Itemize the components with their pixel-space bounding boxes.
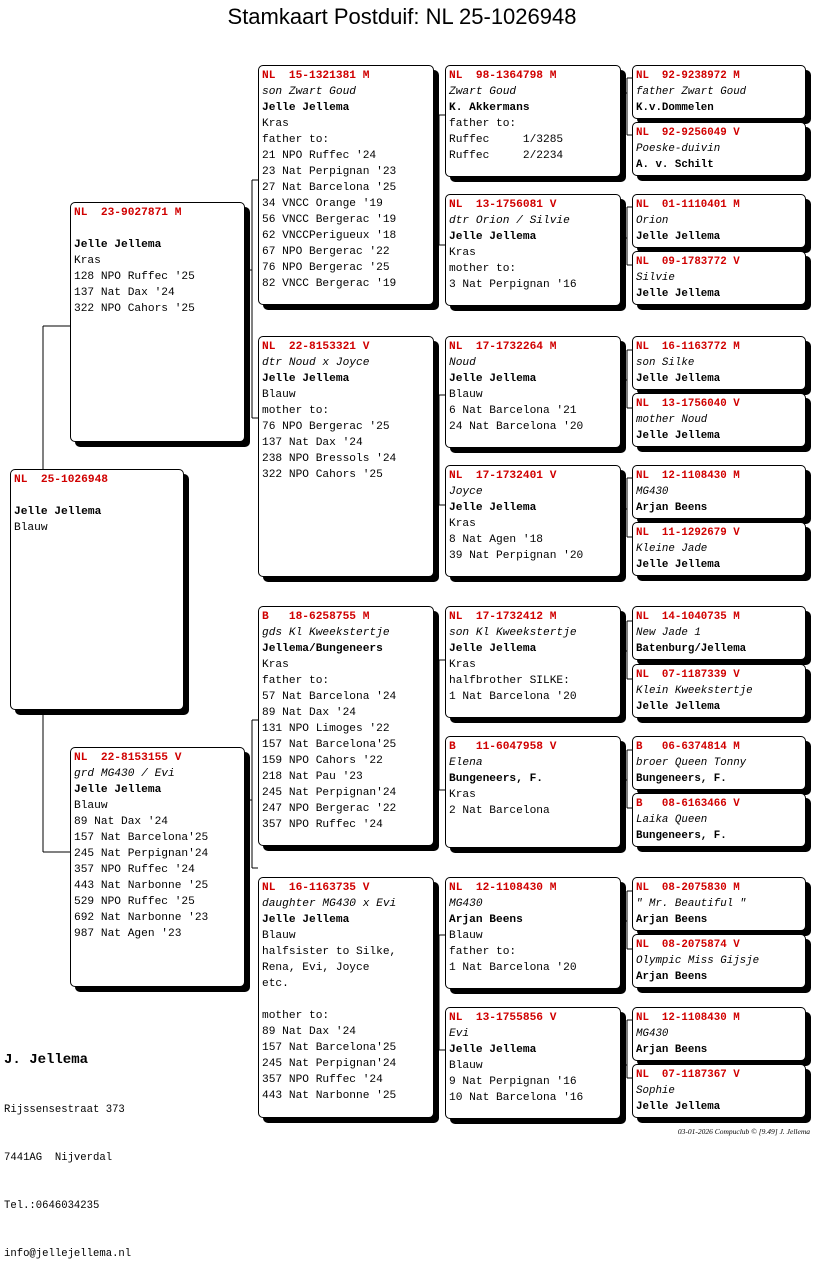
nickname: Joyce bbox=[449, 486, 483, 498]
owner-email[interactable]: info@jellejellema.nl bbox=[4, 1248, 132, 1260]
breeder-name: Arjan Beens bbox=[636, 914, 708, 926]
detail-line: 89 Nat Dax '24 bbox=[262, 1026, 356, 1038]
nickname: MG430 bbox=[636, 486, 669, 498]
ring-number: NL 25-1026948 bbox=[14, 474, 108, 486]
owner-name: J. Jellema bbox=[4, 1052, 89, 1068]
detail-line: 157 Nat Barcelona'25 bbox=[262, 739, 397, 751]
breeder-name: Bungeneers, F. bbox=[636, 830, 727, 842]
detail-line: mother to: bbox=[449, 263, 517, 275]
sire-dam-dam-card[interactable] bbox=[445, 465, 621, 577]
ring-number: NL 16-1163772 M bbox=[636, 341, 740, 353]
ancestor-card-3[interactable] bbox=[632, 194, 806, 248]
ring-number: NL 23-9027871 M bbox=[74, 207, 182, 219]
detail-line: Kras bbox=[449, 247, 476, 259]
sire-sire-sire-card[interactable] bbox=[445, 65, 621, 177]
ring-number: B 11-6047958 V bbox=[449, 741, 557, 753]
detail-line: 443 Nat Narbonne '25 bbox=[74, 880, 209, 892]
detail-line: Blauw bbox=[449, 389, 483, 401]
ring-number: NL 07-1187339 V bbox=[636, 669, 740, 681]
detail-line bbox=[74, 221, 244, 237]
detail-line: 137 Nat Dax '24 bbox=[262, 437, 363, 449]
breeder-name: Jelle Jellema bbox=[636, 559, 721, 571]
breeder-name: Bungeneers, F. bbox=[449, 773, 543, 785]
ancestor-card-13[interactable] bbox=[632, 877, 806, 931]
breeder-name: Jelle Jellema bbox=[74, 239, 162, 251]
breeder-name: A. v. Schilt bbox=[636, 159, 714, 171]
ring-number: NL 22-8153321 V bbox=[262, 341, 370, 353]
nickname: Laika Queen bbox=[636, 814, 708, 826]
breeder-name: Jelle Jellema bbox=[449, 643, 537, 655]
detail-line: 137 Nat Dax '24 bbox=[74, 287, 175, 299]
detail-line: 76 NPO Bergerac '25 bbox=[262, 421, 390, 433]
ring-number: NL 15-1321381 M bbox=[262, 70, 370, 82]
ring-number: NL 13-1755856 V bbox=[449, 1012, 557, 1024]
detail-line: 1 Nat Barcelona '20 bbox=[449, 691, 577, 703]
ring-number: NL 11-1292679 V bbox=[636, 527, 740, 539]
detail-line: Blauw bbox=[262, 389, 296, 401]
detail-line: Rena, Evi, Joyce bbox=[262, 962, 370, 974]
breeder-name: Jelle Jellema bbox=[262, 102, 350, 114]
detail-line: Blauw bbox=[449, 930, 483, 942]
breeder-name: Jelle Jellema bbox=[636, 231, 721, 243]
detail-line: 357 NPO Ruffec '24 bbox=[74, 864, 195, 876]
detail-line: 62 VNCCPerigueux '18 bbox=[262, 230, 397, 242]
ancestor-card-10[interactable] bbox=[632, 664, 806, 718]
nickname: MG430 bbox=[449, 898, 483, 910]
ring-number: NL 92-9238972 M bbox=[636, 70, 740, 82]
detail-line: Blauw bbox=[14, 522, 48, 534]
owner-phone: Tel.:0646034235 bbox=[4, 1200, 100, 1212]
detail-line: mother to: bbox=[262, 405, 330, 417]
sire-dam-sire-card[interactable] bbox=[445, 336, 621, 448]
ring-number: NL 17-1732401 V bbox=[449, 470, 557, 482]
ring-number: NL 01-1110401 M bbox=[636, 199, 740, 211]
detail-line: 89 Nat Dax '24 bbox=[74, 816, 168, 828]
detail-line: halfbrother SILKE: bbox=[449, 675, 570, 687]
nickname: father Zwart Goud bbox=[636, 86, 747, 98]
footer-note: 03-01-2026 Compuclub © [9.49] J. Jellema bbox=[677, 1127, 810, 1136]
ring-number: NL 07-1187367 V bbox=[636, 1069, 740, 1081]
ring-number: NL 09-1783772 V bbox=[636, 256, 740, 268]
ring-number: NL 13-1756040 V bbox=[636, 398, 740, 410]
ring-number: NL 12-1108430 M bbox=[449, 882, 557, 894]
detail-line: Blauw bbox=[262, 930, 296, 942]
sire-sire-dam-card[interactable] bbox=[445, 194, 621, 306]
owner-street: Rijssensestraat 373 bbox=[4, 1104, 125, 1116]
detail-line: Blauw bbox=[449, 1060, 483, 1072]
breeder-name: Jelle Jellema bbox=[636, 701, 721, 713]
nickname: MG430 bbox=[636, 1028, 669, 1040]
detail-line: etc. bbox=[262, 978, 289, 990]
dam-sire-sire-card[interactable] bbox=[445, 606, 621, 718]
subject-pigeon-card[interactable] bbox=[10, 469, 184, 710]
dam-dam-sire-card[interactable] bbox=[445, 877, 621, 989]
detail-line: 57 Nat Barcelona '24 bbox=[262, 691, 397, 703]
nickname: mother Noud bbox=[636, 414, 708, 426]
breeder-name: Jelle Jellema bbox=[262, 914, 350, 926]
detail-line: 76 NPO Bergerac '25 bbox=[262, 262, 390, 274]
ancestor-card-8[interactable] bbox=[632, 522, 806, 576]
detail-line: 357 NPO Ruffec '24 bbox=[262, 1074, 383, 1086]
breeder-name: Jelle Jellema bbox=[14, 506, 102, 518]
detail-line: 1 Nat Barcelona '20 bbox=[449, 962, 577, 974]
breeder-name: Jelle Jellema bbox=[449, 502, 537, 514]
detail-line: 27 Nat Barcelona '25 bbox=[262, 182, 397, 194]
nickname: grd MG430 / Evi bbox=[74, 768, 175, 780]
detail-line: 987 Nat Agen '23 bbox=[74, 928, 182, 940]
nickname: dtr Orion / Silvie bbox=[449, 215, 570, 227]
breeder-name: Arjan Beens bbox=[636, 971, 708, 983]
breeder-name: Arjan Beens bbox=[636, 502, 708, 514]
detail-line: 3 Nat Perpignan '16 bbox=[449, 279, 577, 291]
nickname: son Silke bbox=[636, 357, 695, 369]
nickname: daughter MG430 x Evi bbox=[262, 898, 397, 910]
detail-line: 24 Nat Barcelona '20 bbox=[449, 421, 584, 433]
detail-line: 131 NPO Limoges '22 bbox=[262, 723, 390, 735]
nickname: Olympic Miss Gijsje bbox=[636, 955, 760, 967]
nickname: Poeske-duivin bbox=[636, 143, 721, 155]
detail-line: 2 Nat Barcelona bbox=[449, 805, 550, 817]
detail-line: 34 VNCC Orange '19 bbox=[262, 198, 383, 210]
ancestor-card-7[interactable] bbox=[632, 465, 806, 519]
breeder-name: Jelle Jellema bbox=[636, 1101, 721, 1113]
detail-line: father to: bbox=[262, 675, 330, 687]
sire-card[interactable] bbox=[70, 202, 245, 442]
ring-number: NL 13-1756081 V bbox=[449, 199, 557, 211]
ring-number: NL 17-1732264 M bbox=[449, 341, 557, 353]
ring-number: NL 16-1163735 V bbox=[262, 882, 370, 894]
breeder-name: Arjan Beens bbox=[636, 1044, 708, 1056]
nickname: gds Kl Kweekstertje bbox=[262, 627, 390, 639]
breeder-name: Jelle Jellema bbox=[636, 288, 721, 300]
detail-line: 529 NPO Ruffec '25 bbox=[74, 896, 195, 908]
ring-number: NL 98-1364798 M bbox=[449, 70, 557, 82]
detail-line bbox=[14, 488, 183, 504]
detail-line: 82 VNCC Bergerac '19 bbox=[262, 278, 397, 290]
detail-line: 322 NPO Cahors '25 bbox=[74, 303, 195, 315]
detail-line: 357 NPO Ruffec '24 bbox=[262, 819, 383, 831]
dam-sire-card[interactable] bbox=[258, 606, 434, 846]
ancestor-card-6[interactable] bbox=[632, 393, 806, 447]
breeder-name: Jelle Jellema bbox=[449, 231, 537, 243]
breeder-name: Batenburg/Jellema bbox=[636, 643, 747, 655]
detail-line: Kras bbox=[449, 659, 476, 671]
dam-sire-dam-card[interactable] bbox=[445, 736, 621, 848]
nickname: Elena bbox=[449, 757, 483, 769]
detail-line: 247 NPO Bergerac '22 bbox=[262, 803, 397, 815]
detail-line: 9 Nat Perpignan '16 bbox=[449, 1076, 577, 1088]
ancestor-card-15[interactable] bbox=[632, 1007, 806, 1061]
detail-line: 21 NPO Ruffec '24 bbox=[262, 150, 377, 162]
detail-line: Kras bbox=[449, 789, 476, 801]
dam-card[interactable] bbox=[70, 747, 245, 987]
nickname: Kleine Jade bbox=[636, 543, 708, 555]
detail-line: 443 Nat Narbonne '25 bbox=[262, 1090, 397, 1102]
detail-line: 245 Nat Perpignan'24 bbox=[74, 848, 209, 860]
ring-number: B 06-6374814 M bbox=[636, 741, 740, 753]
breeder-name: K. Akkermans bbox=[449, 102, 530, 114]
nickname: broer Queen Tonny bbox=[636, 757, 747, 769]
breeder-name: Jelle Jellema bbox=[74, 784, 162, 796]
ring-number: NL 14-1040735 M bbox=[636, 611, 740, 623]
detail-line: Ruffec 1/3285 bbox=[449, 134, 564, 146]
detail-line: 128 NPO Ruffec '25 bbox=[74, 271, 195, 283]
nickname: Noud bbox=[449, 357, 476, 369]
detail-line: 322 NPO Cahors '25 bbox=[262, 469, 383, 481]
detail-line: 692 Nat Narbonne '23 bbox=[74, 912, 209, 924]
ring-number: NL 92-9256049 V bbox=[636, 127, 740, 139]
ancestor-card-2[interactable] bbox=[632, 122, 806, 176]
sire-dam-card[interactable] bbox=[258, 336, 434, 577]
detail-line: 238 NPO Bressols '24 bbox=[262, 453, 397, 465]
detail-line: father to: bbox=[449, 946, 517, 958]
detail-line: Blauw bbox=[74, 800, 108, 812]
detail-line: 56 VNCC Bergerac '19 bbox=[262, 214, 397, 226]
ring-number: B 18-6258755 M bbox=[262, 611, 370, 623]
page-title: Stamkaart Postduif: NL 25-1026948 bbox=[227, 4, 577, 29]
dam-dam-dam-card[interactable] bbox=[445, 1007, 621, 1119]
detail-line: 218 Nat Pau '23 bbox=[262, 771, 363, 783]
detail-line: 8 Nat Agen '18 bbox=[449, 534, 543, 546]
detail-line: 67 NPO Bergerac '22 bbox=[262, 246, 390, 258]
ancestor-card-5[interactable] bbox=[632, 336, 806, 390]
detail-line: 23 Nat Perpignan '23 bbox=[262, 166, 397, 178]
nickname: Orion bbox=[636, 215, 669, 227]
breeder-name: Bungeneers, F. bbox=[636, 773, 727, 785]
ancestor-card-16[interactable] bbox=[632, 1064, 806, 1118]
breeder-name: Jelle Jellema bbox=[636, 430, 721, 442]
nickname: Silvie bbox=[636, 272, 675, 284]
detail-line: Kras bbox=[262, 118, 289, 130]
breeder-name: Jelle Jellema bbox=[449, 373, 537, 385]
dam-dam-card[interactable] bbox=[258, 877, 434, 1118]
breeder-name: Jelle Jellema bbox=[262, 373, 350, 385]
owner-contact-block bbox=[4, 1018, 244, 1278]
detail-line: father to: bbox=[449, 118, 517, 130]
nickname: Evi bbox=[449, 1028, 470, 1040]
ring-number: NL 17-1732412 M bbox=[449, 611, 557, 623]
nickname: " Mr. Beautiful " bbox=[636, 898, 747, 910]
ancestor-card-1[interactable] bbox=[632, 65, 806, 119]
ancestor-card-4[interactable] bbox=[632, 251, 806, 305]
ancestor-card-9[interactable] bbox=[632, 606, 806, 660]
nickname: son Zwart Goud bbox=[262, 86, 356, 98]
ring-number: NL 12-1108430 M bbox=[636, 470, 740, 482]
detail-line: 6 Nat Barcelona '21 bbox=[449, 405, 577, 417]
nickname: Sophie bbox=[636, 1085, 675, 1097]
ancestor-card-14[interactable] bbox=[632, 934, 806, 988]
detail-line: father to: bbox=[262, 134, 330, 146]
breeder-name: K.v.Dommelen bbox=[636, 102, 714, 114]
nickname: son Kl Kweekstertje bbox=[449, 627, 577, 639]
ring-number: B 08-6163466 V bbox=[636, 798, 740, 810]
detail-line: mother to: bbox=[262, 1010, 330, 1022]
detail-line: 159 NPO Cahors '22 bbox=[262, 755, 383, 767]
detail-line: 10 Nat Barcelona '16 bbox=[449, 1092, 584, 1104]
ring-number: NL 08-2075874 V bbox=[636, 939, 740, 951]
breeder-name: Jelle Jellema bbox=[449, 1044, 537, 1056]
detail-line: 245 Nat Perpignan'24 bbox=[262, 787, 397, 799]
breeder-name: Jelle Jellema bbox=[636, 373, 721, 385]
ring-number: NL 08-2075830 M bbox=[636, 882, 740, 894]
detail-line: 157 Nat Barcelona'25 bbox=[74, 832, 209, 844]
breeder-name: Arjan Beens bbox=[449, 914, 523, 926]
detail-line: Kras bbox=[74, 255, 101, 267]
detail-line: 39 Nat Perpignan '20 bbox=[449, 550, 584, 562]
sire-sire-card[interactable] bbox=[258, 65, 434, 305]
ancestor-card-11[interactable] bbox=[632, 736, 806, 790]
detail-line: 245 Nat Perpignan'24 bbox=[262, 1058, 397, 1070]
nickname: Zwart Goud bbox=[449, 86, 517, 98]
nickname: New Jade 1 bbox=[636, 627, 701, 639]
ring-number: NL 22-8153155 V bbox=[74, 752, 182, 764]
detail-line: 157 Nat Barcelona'25 bbox=[262, 1042, 397, 1054]
nickname: Klein Kweekstertje bbox=[636, 685, 753, 697]
detail-line: halfsister to Silke, bbox=[262, 946, 397, 958]
detail-line: 89 Nat Dax '24 bbox=[262, 707, 356, 719]
breeder-name: Jellema/Bungeneers bbox=[262, 643, 383, 655]
nickname: dtr Noud x Joyce bbox=[262, 357, 370, 369]
detail-line: Kras bbox=[262, 659, 289, 671]
detail-line: Ruffec 2/2234 bbox=[449, 150, 564, 162]
ancestor-card-12[interactable] bbox=[632, 793, 806, 847]
ring-number: NL 12-1108430 M bbox=[636, 1012, 740, 1024]
owner-city: 7441AG Nijverdal bbox=[4, 1152, 113, 1164]
detail-line bbox=[262, 992, 433, 1008]
detail-line: Kras bbox=[449, 518, 476, 530]
